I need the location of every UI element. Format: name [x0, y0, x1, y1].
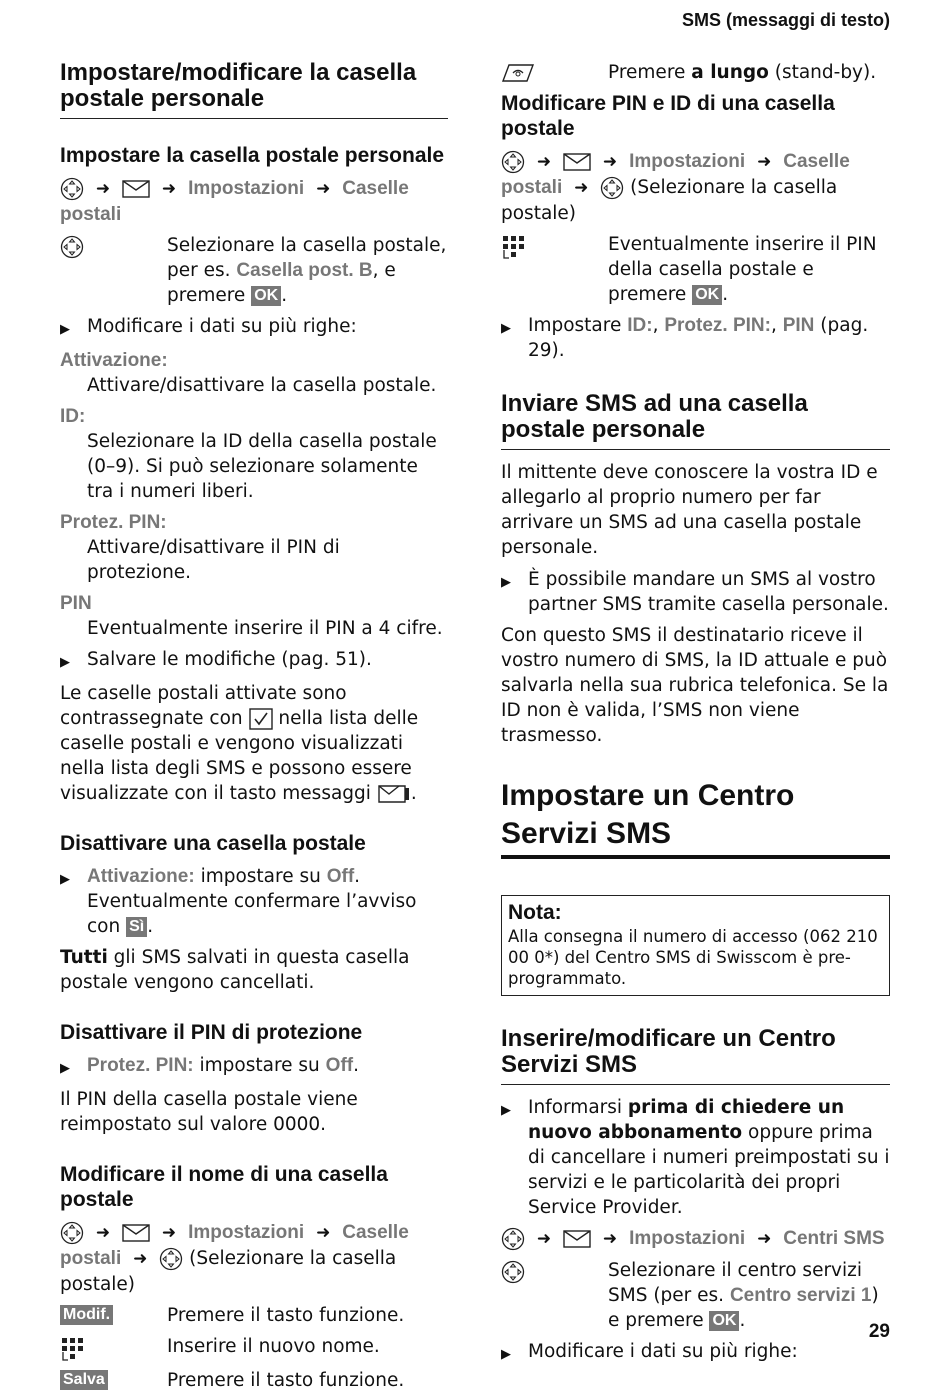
ok-key: OK	[709, 1311, 739, 1331]
instruction-row: Selezionare il centro servizi SMS (per es. Centro servizi 1) e premere OK .	[501, 1258, 890, 1333]
field-description: Attivare/disattivare la casella postale.	[87, 375, 437, 396]
bullet-item: ▶ Modificare i dati su più righe:	[501, 1339, 890, 1367]
paragraph: Le caselle postali attivate sono contrassegnate con nella lista delle caselle postali e vengono visualizzati nella lista degli SMS e possono essere visualizzate con il tasto messaggi .	[60, 683, 419, 804]
arrow-icon: ➜	[161, 179, 177, 199]
bullet-icon: ▶	[501, 1347, 511, 1362]
section-heading: Inserire/modificare un Centro Servizi SMS	[501, 1026, 890, 1085]
field-description: Attivare/disattivare il PIN di protezione.	[87, 537, 340, 583]
envelope-icon	[122, 178, 150, 199]
menu-item-centri: Centri SMS	[783, 1228, 885, 1249]
bullet-icon: ▶	[501, 1103, 511, 1118]
menu-item-impostazioni: Impostazioni	[629, 151, 746, 172]
menu-path: ➜ ➜ Impostazioni ➜ Caselle postali ➜ (Selezionare la casella postale)	[60, 1222, 409, 1295]
menu-item-impostazioni: Impostazioni	[188, 1222, 305, 1243]
arrow-icon: ➜	[536, 1229, 552, 1249]
field-label: Attivazione:	[60, 350, 168, 371]
note-box	[501, 895, 890, 996]
paragraph: Il PIN della casella postale viene reimpostato sul valore 0000.	[60, 1089, 358, 1135]
navigation-key-icon	[60, 1222, 84, 1243]
bullet-icon: ▶	[60, 872, 70, 887]
navigation-key-icon	[60, 237, 84, 256]
subsection-title: Modificare il nome di una casella postale	[60, 1163, 388, 1211]
menu-item: Centro servizi 1	[729, 1285, 872, 1306]
menu-path	[501, 1226, 890, 1252]
instruction-row: Modif. Premere il tasto funzione.	[60, 1303, 448, 1328]
field-label: PIN	[60, 593, 92, 614]
field-description: Selezionare la ID della casella postale (0–9). Si può selezionare solamente tra i numeri liberi.	[87, 431, 437, 502]
arrow-icon: ➜	[757, 152, 772, 172]
bullet-item: ▶ È possibile mandare un SMS al vostro partner SMS tramite casella personale.	[501, 569, 889, 615]
arrow-icon: ➜	[574, 178, 589, 198]
arrow-icon: ➜	[316, 179, 331, 199]
arrow-icon: ➜	[133, 1249, 148, 1269]
bullet-item: ▶ Salvare le modifiche (pag. 51).	[60, 647, 448, 675]
instruction-row: Inserire il nuovo nome.	[60, 1334, 448, 1362]
arrow-icon: ➜	[536, 152, 552, 172]
bullet-icon: ▶	[60, 1061, 70, 1076]
menu-item-caselle: Caselle postali	[60, 178, 409, 225]
running-header: SMS (messaggi di testo)	[681, 10, 890, 30]
navigation-key-icon	[60, 178, 84, 199]
subsection-title: Disattivare una casella postale	[60, 832, 366, 855]
arrow-icon: ➜	[316, 1223, 331, 1243]
arrow-icon: ➜	[602, 1229, 618, 1249]
subsection-title: Disattivare il PIN di protezione	[60, 1021, 363, 1044]
bullet-item: ▶ Protez. PIN: impostare su Off.	[60, 1053, 448, 1081]
message-key-icon	[377, 783, 411, 804]
modif-key: Modif.	[60, 1305, 113, 1325]
navigation-key-icon	[600, 177, 624, 198]
menu-item-impostazioni: Impostazioni	[188, 178, 305, 199]
menu-item-impostazioni: Impostazioni	[629, 1228, 746, 1249]
field-label: Protez. PIN:	[60, 512, 167, 533]
keypad-icon	[60, 1339, 86, 1358]
arrow-icon: ➜	[95, 179, 111, 199]
field-label: ID:	[60, 406, 86, 427]
instruction-row: Premere a lungo (stand-by).	[501, 60, 890, 85]
menu-item: Casella post. B	[236, 260, 373, 281]
section-heading: Impostare/modificare la casella postale personale	[60, 60, 448, 119]
bullet-item: ▶ Modificare i dati su più righe:	[60, 314, 448, 342]
ok-key: OK	[251, 286, 281, 306]
menu-path	[60, 176, 448, 227]
note-body: Alla consegna il numero di accesso (062 210 00 0*) del Centro SMS di Swisscom è pre-programmato.	[508, 927, 878, 988]
note-title: Nota:	[508, 901, 562, 924]
bullet-icon: ▶	[501, 575, 511, 590]
navigation-key-icon	[501, 151, 525, 172]
left-column	[60, 60, 448, 1399]
field-description: Eventualmente inserire il PIN a 4 cifre.	[87, 618, 443, 639]
menu-item-caselle: Caselle postali	[60, 1222, 409, 1269]
paragraph: Il mittente deve conoscere la vostra ID e allegarlo al proprio numero per far arrivare un SMS ad una casella postale personale.	[501, 462, 878, 558]
arrow-icon: ➜	[757, 1229, 772, 1249]
paragraph: Tutti gli SMS salvati in questa casella postale vengono cancellati.	[60, 947, 410, 993]
navigation-key-icon	[501, 1262, 525, 1281]
instruction-row: Salva Premere il tasto funzione.	[60, 1368, 448, 1393]
bullet-item: ▶ Impostare ID:, Protez. PIN:, PIN (pag. 29).	[501, 315, 869, 361]
menu-path: ➜ ➜ Impostazioni ➜ Caselle postali ➜ (Selezionare la casella postale)	[501, 151, 850, 224]
envelope-icon	[122, 1222, 150, 1243]
si-key: Sì	[126, 917, 147, 937]
envelope-icon	[563, 1228, 591, 1249]
salva-key: Salva	[60, 1370, 108, 1390]
bullet-icon: ▶	[60, 322, 70, 337]
section-heading: Inviare SMS ad una casella postale personale	[501, 391, 890, 450]
arrow-icon: ➜	[602, 152, 618, 172]
instruction-row: Selezionare la casella postale, per es. Casella post. B, e premere OK .	[60, 233, 448, 308]
paragraph: Con questo SMS il destinatario riceve il vostro numero di SMS, la ID attuale e può salvarla nella sua rubrica telefonica. Se la ID non è valida, l’SMS non viene trasmesso.	[501, 625, 889, 746]
right-column	[501, 60, 890, 1373]
keypad-icon	[501, 237, 527, 256]
arrow-icon: ➜	[161, 1223, 177, 1243]
bullet-item: ▶ Informarsi prima di chiedere un nuovo abbonamento oppure prima di cancellare i numeri preimpostati su i servizi e le particolarità dei propri Service Provider.	[501, 1097, 890, 1218]
envelope-icon	[563, 151, 591, 172]
instruction-text: Selezionare la casella postale, per es.	[167, 235, 447, 281]
bullet-item: ▶ Attivazione: impostare su Off. Eventualmente confermare l’avviso con Sì .	[60, 866, 417, 937]
bullet-icon: ▶	[501, 321, 511, 336]
subsection-title: Modificare PIN e ID di una casella postale	[501, 92, 835, 140]
page-number: 29	[868, 1321, 890, 1342]
checkbox-icon	[249, 708, 273, 729]
arrow-icon: ➜	[95, 1223, 111, 1243]
end-call-icon	[501, 63, 535, 82]
navigation-key-icon	[159, 1248, 183, 1269]
ok-key: OK	[692, 285, 722, 305]
menu-item-caselle: Caselle postali	[501, 151, 850, 198]
navigation-key-icon	[501, 1228, 525, 1249]
instruction-text: , e premere	[167, 260, 396, 306]
chapter-heading: Impostare un Centro Servizi SMS	[501, 777, 890, 859]
instruction-row: Eventualmente inserire il PIN della casella postale e premere OK .	[501, 232, 890, 307]
subsection-title: Impostare la casella postale personale	[60, 144, 445, 167]
bullet-icon: ▶	[60, 655, 70, 670]
